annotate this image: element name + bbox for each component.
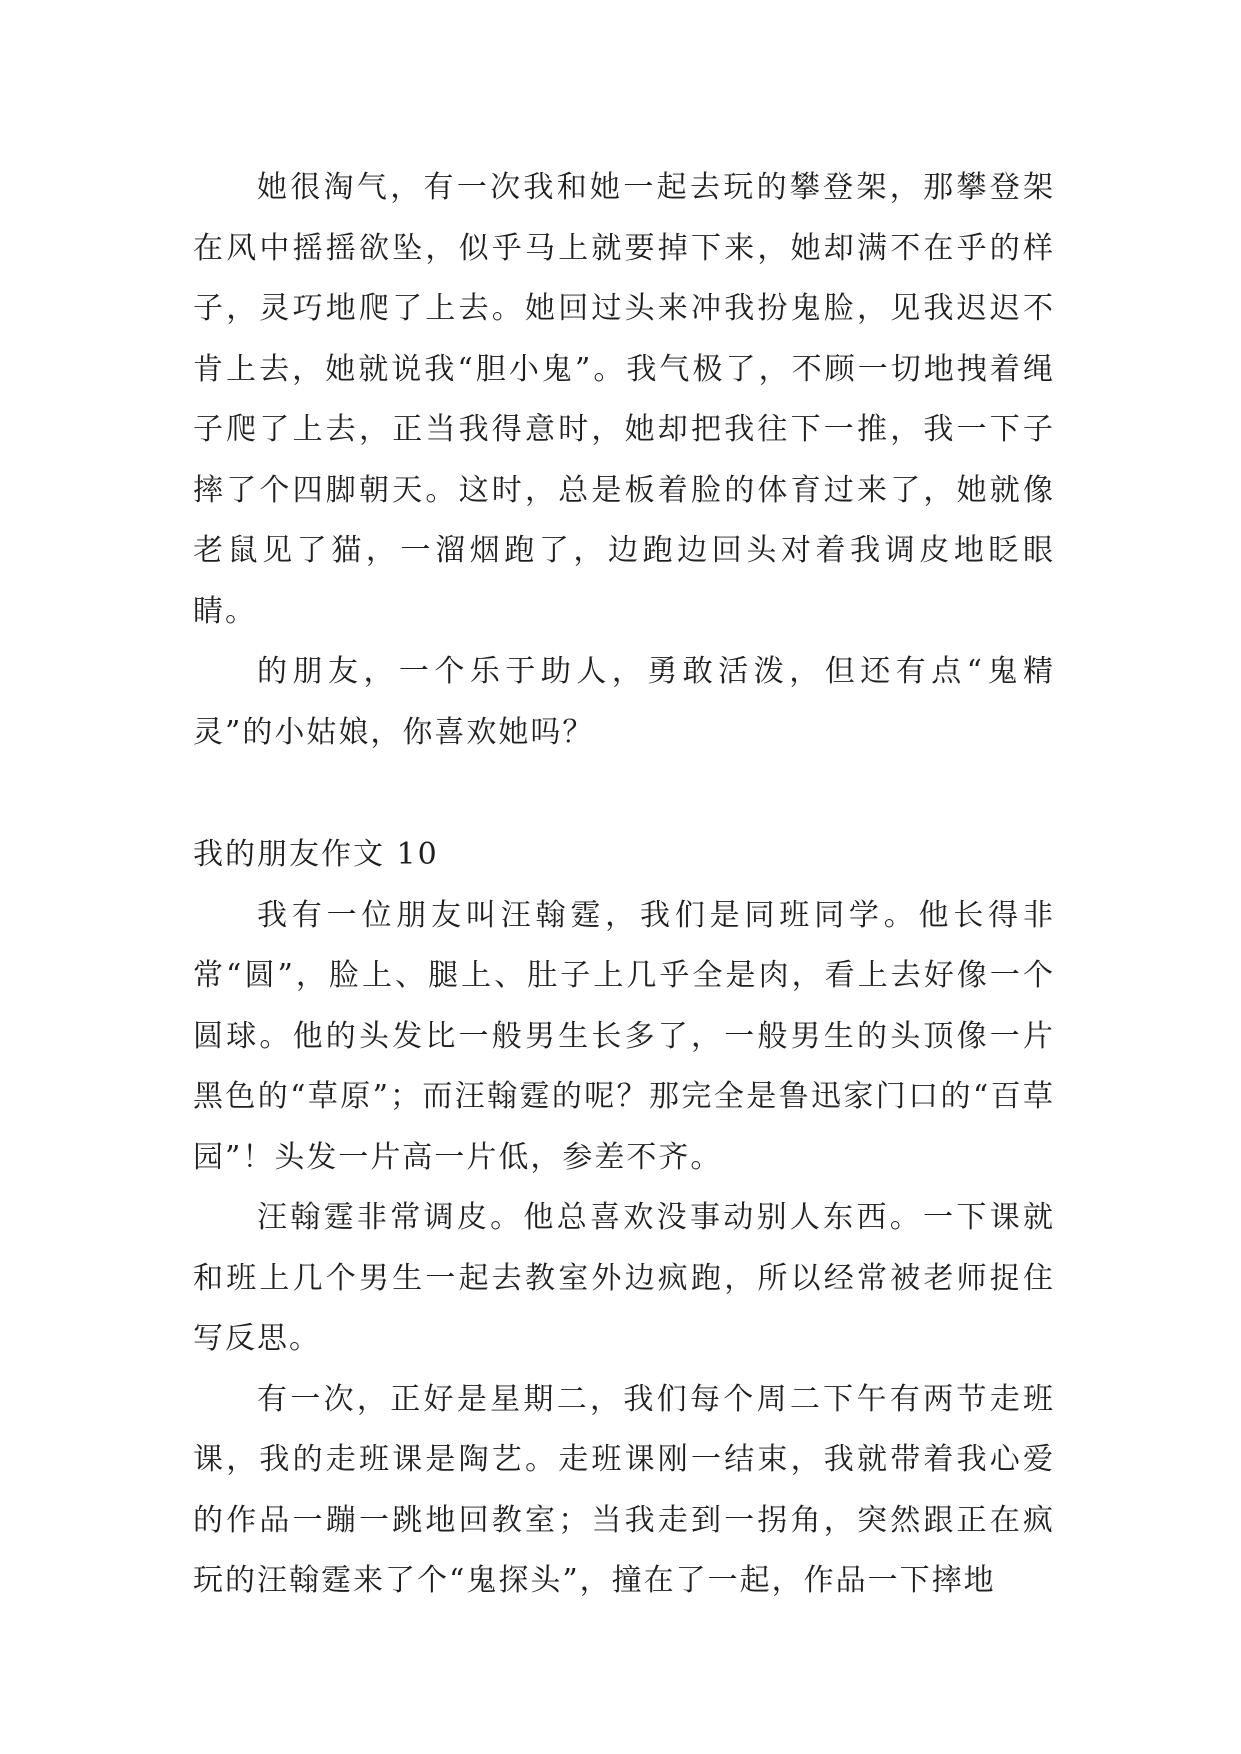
document-body xyxy=(193,158,1055,1612)
paragraph-naughty: 汪翰霆非常调皮。他总喜欢没事动别人东西。一下课就和班上几个男生一起去教室外边疯跑，所以经常被老师捉住写反思。 xyxy=(193,1200,1055,1356)
paragraph-pottery-class: 有一次，正好是星期二，我们每个周二下午有两节走班课，我的走班课是陶艺。走班课刚一结束，我就带着我心爱的作品一蹦一跳地回教室；当我走到一拐角，突然跟正在疯玩的汪翰霆来了个“鬼探头”，撞在了一起，作品一下摔地 xyxy=(193,1381,1055,1598)
paragraph-friend-summary: 的朋友，一个乐于助人，勇敢活泼，但还有点“鬼精灵”的小姑娘，你喜欢她吗？ xyxy=(193,654,1055,750)
paragraph-friend-description: 我有一位朋友叫汪翰霆，我们是同班同学。他长得非常“圆”，脸上、腿上、肚子上几乎全是肉，看上去好像一个圆球。他的头发比一般男生长多了，一般男生的头顶像一片黑色的“草原”；而汪翰霆的呢？那完全是鲁迅家门口的“百草园”！头发一片高一片低，参差不齐。 xyxy=(193,897,1055,1175)
paragraph-climbing-frame: 她很淘气，有一次我和她一起去玩的攀登架，那攀登架在风中摇摇欲坠，似乎马上就要掉下来，她却满不在乎的样子，灵巧地爬了上去。她回过头来冲我扮鬼脸，见我迟迟不肯上去，她就说我“胆小鬼”。我气极了，不顾一切地拽着绳子爬了上去，正当我得意时，她却把我往下一推，我一下子摔了个四脚朝天。这时，总是板着脸的体育过来了，她就像老鼠见了猫，一溜烟跑了，边跑边回头对着我调皮地眨眼睛。 xyxy=(193,170,1055,629)
essay-heading: 我的朋友作文 10 xyxy=(193,837,439,872)
section-gap xyxy=(193,763,1055,825)
